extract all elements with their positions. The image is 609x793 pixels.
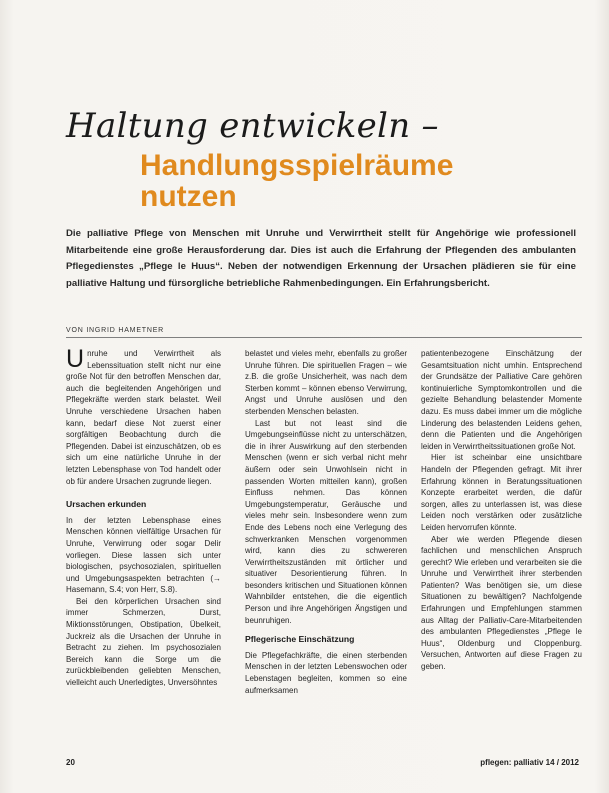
journal-footer: pflegen: palliativ 14 / 2012: [480, 758, 579, 767]
col1-paragraph-2: In der letzten Lebensphase eines Menschen können vielfältige Ursachen für Unruhe, Verwirrung oder sogar Delir vorliegen. Diese lassen sich unter biologischen, psychosozialen, spirituellen und Umgebungsaspekten betrachten (→ Hasemann, S.4; von Herr, S.8).: [66, 515, 221, 595]
article-title-line1: Haltung entwickeln –: [66, 106, 439, 146]
drop-cap: U: [66, 345, 85, 373]
col3-paragraph-1: patientenbezogene Einschätzung der Gesamtsituation nicht umhin. Entsprechend der Grundsätze der Palliative Care gehören kontinuierliche Symptomkontrollen und die gezielte Behandlung belastender Momente dazu. Es muss dabei immer um die mögliche Linderung des belastenden Leidens gehen, denn die Patienten und die Angehörigen leiden in Verwirrtheitssituationen große Not.: [421, 349, 582, 451]
col2-paragraph-2: Last but not least sind die Umgebungseinflüsse nicht zu unterschätzen, die in ihrer Auswirkung auf den sterbenden Menschen (wenn er sich verbal nicht mehr äußern oder sein Unwohlsein nicht in passenden Worten mitteilen kann), großen Einfluss nehmen. Das können Umgebungstemperatur, Geräusche und vieles mehr sein. Insbesondere wenn zum Ende des Lebens noch eine Verlegung des schwerkranken Menschen vorgenommen wird, kann dies zu schwereren Verwirrtheitszuständen mit örtlicher und situativer Desorientierung führen. In besonders kritischen und Situationen können Wahnbilder entstehen, die die eigentlich Person und ihre Angehörigen Ängstigen und beunruhigen.: [245, 418, 407, 625]
col1-paragraph-3: Bei den körperlichen Ursachen sind immer Schmerzen, Durst, Miktionsstörungen, Obstipation, Übelkeit, Juckreiz als die Ursachen der Unruhe in Betracht zu ziehen. Im psychosozialen Bereich kann die Sorge um die zurückbleibenden geliebten Menschen, vielleicht auch Unerledigtes, Unversöhntes: [66, 596, 221, 688]
col1-paragraph-1: [66, 345, 221, 487]
col1-paragraph-1-text: nruhe und Verwirrtheit als Lebenssituation stellt nicht nur eine große Not für den betroffen Menschen dar, auch die begleitenden Angehörigen und Pflegekräfte werden stark belastet. Weil Unruhe verschiedene Ursachen haben kann, bedarf diese Not zuerst einer sorgfältigen Beobachtung durch die Pflegenden. Dabei ist einzuschätzen, ob es sich um eine natürliche Unruhe in der letzten Lebensphase von Tod handelt oder ob für andere Ursachen zugrunde liegen.: [66, 349, 221, 486]
section-heading-einschaetzung: Pflegerische Einschätzung: [245, 634, 355, 645]
author-byline: VON INGRID HAMETNER: [66, 327, 165, 334]
divider-line: [66, 337, 582, 338]
text-column-1: [66, 345, 221, 689]
col3-paragraph-2: Hier ist scheinbar eine unsichtbare Handeln der Pflegenden gefragt. Mit ihrer Erfahrung können in Beratungssituationen Konzepte erarbeitet werden, die dafür sorgen, alles zu unterlassen ist, was diese Leiden noch verstärken oder zusätzliche Leiden hervorrufen könnte.: [421, 453, 582, 532]
article-title-line2: Handlungsspielräume nutzen: [140, 149, 454, 213]
col2-paragraph-1: belastet und vieles mehr, ebenfalls zu großer Unruhe führen. Die spirituellen Fragen – wie z.B. die große Unsicherheit, was nach dem Sterben kommt – können ebenso Verwirrung, Angst und Unruhe auslösen und den sterbenden Menschen belasten.: [245, 349, 407, 416]
section-heading-ursachen: Ursachen erkunden: [66, 499, 147, 510]
page-number: 20: [66, 758, 75, 767]
text-column-2: [245, 348, 407, 696]
col3-paragraph-3: Aber wie werden Pflegende diesen fachlichen und menschlichen Anspruch gerecht? Wie erleben und verarbeiten sie die Unruhe und Verwirrtheit ihrer sterbenden Patienten? Was benötigen sie, um diese Situationen zu bewältigen? Nachfolgende Erfahrungen und Empfehlungen stammen aus Alltag der Palliativ-Care-Mitarbeitenden des ambulanten Pflegedienstes „Pflege le Huus“, Oldenburg und Cloppenburg. Versuchen, Antworten auf diese Fragen zu geben.: [421, 534, 582, 672]
col2-paragraph-3: Die Pflegefachkräfte, die einen sterbenden Menschen in der letzten Lebenswochen oder Lebenstagen begleiten, kommen so eine aufmerksamen: [245, 650, 407, 695]
lead-paragraph: Die palliative Pflege von Menschen mit Unruhe und Verwirrtheit stellt für Angehörige wie professionell Mitarbeitende eine große Herausforderung dar. Dies ist auch die Erfahrung der Pflegenden des ambulanten Pflegedienstes „Pflege le Huus“. Neben der notwendigen Erkennung der Ursachen plädieren sie für eine palliative Haltung und fürsorgliche betriebliche Rahmenbedingungen. Ein Erfahrungsbericht.: [66, 228, 576, 289]
text-column-3: [421, 348, 582, 673]
